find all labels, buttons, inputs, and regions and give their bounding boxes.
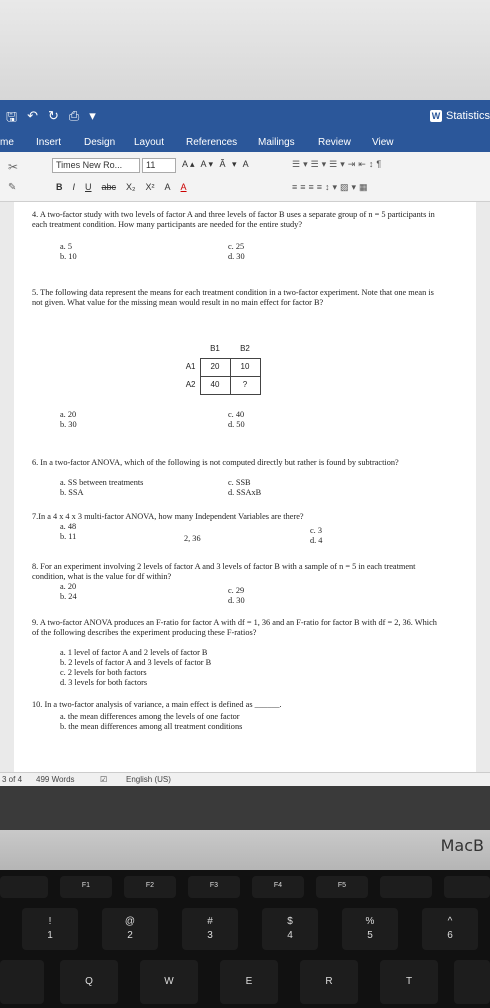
key-f7[interactable] (444, 876, 490, 898)
key-5[interactable] (342, 908, 398, 950)
ribbon-tabs (0, 134, 490, 152)
key-2-top: @ (124, 916, 136, 927)
row-header-a1: A1 (185, 362, 196, 371)
tab-home[interactable]: me (0, 137, 14, 148)
key-3-top: # (207, 916, 213, 927)
tab-references[interactable]: References (186, 137, 238, 148)
key-f2-label: F2 (145, 882, 155, 889)
q6-option-a: a. SS between treatments (60, 478, 144, 487)
key-e-label: E (245, 976, 253, 987)
page-count[interactable]: 3 of 4 (2, 775, 23, 784)
key-r-label: R (325, 976, 333, 987)
key-1-bottom: 1 (47, 930, 53, 941)
brand-label: MacB (440, 836, 484, 855)
bold-button[interactable]: B (56, 182, 63, 192)
cell-a2-b1: 40 (200, 376, 230, 394)
question-10: 10. In a two-factor analysis of variance, a main effect is defined as ______. (32, 700, 282, 709)
save-icon[interactable]: 🖫 (6, 109, 18, 124)
col-header-b1: B1 (210, 343, 220, 353)
q9-option-c: c. 2 levels for both factors (60, 668, 147, 677)
font-name-select[interactable]: Times New Ro... (52, 158, 140, 173)
font-color-button[interactable]: A (180, 182, 187, 192)
key-tab[interactable] (0, 960, 44, 1004)
key-t[interactable] (380, 960, 438, 1004)
key-f2[interactable] (124, 876, 176, 898)
key-3-bottom: 3 (207, 930, 213, 941)
word-count[interactable]: 499 Words (36, 775, 75, 784)
key-2[interactable] (102, 908, 158, 950)
cell-a2-b2: ? (230, 376, 260, 394)
q4-option-d: d. 30 (228, 252, 245, 261)
document-title: Statistics (445, 110, 490, 122)
question-7: 7.In a 4 x 4 x 3 multi-factor ANOVA, how many Independent Variables are there? (32, 512, 304, 521)
key-q[interactable] (60, 960, 118, 1004)
ribbon-home (0, 152, 490, 202)
key-f4[interactable] (252, 876, 304, 898)
q4-option-b: b. 10 (60, 252, 77, 261)
text-effects-button[interactable]: A (164, 182, 171, 192)
alignment-buttons[interactable]: ≡≡≡≡↕▾▨▾▦ (292, 182, 371, 192)
format-buttons (56, 182, 187, 192)
key-f3[interactable] (188, 876, 240, 898)
laptop-bezel-bottom (0, 830, 490, 870)
cell-a1-b2: 10 (230, 358, 260, 376)
q10-option-b: b. the mean differences among all treatment conditions (60, 722, 243, 731)
key-6-top: ^ (447, 916, 453, 927)
q5-option-c: c. 40 (228, 410, 245, 419)
italic-button[interactable]: I (72, 182, 76, 192)
laptop-bezel-top (0, 0, 490, 100)
q9-option-a: a. 1 level of factor A and 2 levels of factor B (60, 648, 208, 657)
key-r[interactable] (300, 960, 358, 1004)
q7-option-a: a. 48 (60, 522, 77, 531)
key-1-top: ! (48, 916, 52, 927)
q6-option-c: c. SSB (228, 478, 251, 487)
q10-option-a: a. the mean differences among the levels of one factor (60, 712, 240, 721)
means-table (170, 340, 261, 395)
proofing-icon[interactable]: ☑ (100, 775, 108, 784)
key-esc[interactable] (0, 876, 48, 898)
key-1[interactable] (22, 908, 78, 950)
customize-icon[interactable]: ▾ (89, 108, 96, 123)
status-bar (0, 772, 490, 786)
q8-option-a: a. 20 (60, 582, 77, 591)
q8-option-b: b. 24 (60, 592, 77, 601)
redo-icon[interactable]: ↻ (47, 108, 59, 123)
key-4-bottom: 4 (287, 930, 293, 941)
q7-option-d: d. 4 (310, 536, 323, 545)
q6-option-b: b. SSA (60, 488, 84, 497)
key-w[interactable] (140, 960, 198, 1004)
key-f1-label: F1 (81, 882, 91, 889)
key-f1[interactable] (60, 876, 112, 898)
key-y[interactable] (454, 960, 490, 1004)
key-t-label: T (405, 976, 413, 987)
key-q-label: Q (85, 976, 93, 987)
document-area (0, 202, 490, 772)
question-4: 4. A two-factor study with two levels of factor A and three levels of factor B uses a separate group of n = 5 participants in each treatment condition. How many participants are needed for the entire study? (32, 210, 435, 229)
screen-dark-region (0, 786, 490, 830)
key-f4-label: F4 (273, 882, 283, 889)
format-painter-icon[interactable]: ✎ (8, 182, 17, 193)
title-bar (0, 100, 490, 134)
quick-access-toolbar (6, 108, 96, 130)
key-4-top: $ (287, 916, 293, 927)
q7-stray-text: 2, 36 (184, 534, 201, 543)
key-f6[interactable] (380, 876, 432, 898)
row-header-a2: A2 (185, 380, 196, 389)
q8-option-d: d. 30 (228, 596, 245, 605)
subscript-button[interactable]: X₂ (126, 182, 136, 192)
print-icon[interactable]: ⎙ (68, 108, 80, 123)
q5-option-b: b. 30 (60, 420, 77, 429)
q7-option-c: c. 3 (310, 526, 322, 535)
q4-option-c: c. 25 (228, 242, 245, 251)
q9-option-d: d. 3 levels for both factors (60, 678, 148, 687)
key-4[interactable] (262, 908, 318, 950)
app-title (430, 110, 490, 122)
underline-button[interactable]: U (85, 182, 92, 192)
strikethrough-button[interactable]: abc (101, 182, 117, 192)
question-9: 9. A two-factor ANOVA produces an F-ratio for factor A with df = 1, 36 and an F-ratio for factor B with df = 2, 36. Which of the following describes the experiment producing these F-ratios? (32, 618, 437, 637)
tab-insert[interactable]: Insert (36, 137, 62, 148)
q9-option-b: b. 2 levels of factor A and 3 levels of factor B (60, 658, 212, 667)
tab-review[interactable]: Review (318, 137, 351, 148)
font-size-select[interactable]: 11 (142, 158, 176, 173)
q6-option-d: d. SSAxB (228, 488, 262, 497)
key-3[interactable] (182, 908, 238, 950)
tab-layout[interactable]: Layout (134, 137, 165, 148)
keyboard (0, 870, 490, 1008)
question-8: 8. For an experiment involving 2 levels of factor A and 3 levels of factor B with a sample of n = 5 in each treatment condition, what is the value for df within? (32, 562, 416, 581)
key-5-top: % (365, 916, 375, 927)
tab-view[interactable]: View (372, 137, 394, 148)
superscript-button[interactable]: X² (145, 182, 155, 192)
font-size-controls[interactable]: A▴ A▾ Ã ▾ A (182, 159, 251, 169)
key-5-bottom: 5 (367, 930, 373, 941)
key-6-bottom: 6 (447, 930, 453, 941)
cell-a1-b1: 20 (200, 358, 230, 376)
key-e[interactable] (220, 960, 278, 1004)
undo-icon[interactable]: ↶ (27, 108, 38, 123)
table-corner (170, 340, 200, 358)
q5-option-a: a. 20 (60, 410, 77, 419)
question-6: 6. In a two-factor ANOVA, which of the following is not computed directly but rather is found by subtraction? (32, 458, 399, 467)
q5-option-d: d. 50 (228, 420, 245, 429)
key-f5[interactable] (316, 876, 368, 898)
key-6[interactable] (422, 908, 478, 950)
word-logo-icon: W (431, 111, 441, 121)
cut-icon[interactable]: ✂ (8, 160, 19, 174)
language-indicator[interactable]: English (US) (126, 775, 171, 784)
q4-option-a: a. 5 (60, 242, 72, 251)
tab-mailings[interactable]: Mailings (258, 137, 295, 148)
key-f5-label: F5 (337, 882, 347, 889)
key-f3-label: F3 (209, 882, 219, 889)
key-2-bottom: 2 (127, 930, 133, 941)
col-header-b2: B2 (240, 343, 250, 353)
q8-option-c: c. 29 (228, 586, 245, 595)
screen (0, 100, 490, 830)
question-5: 5. The following data represent the means for each treatment condition in a two-factor experiment. Note that one mean is not given. What value for the missing mean would result in no main effect for factor B? (32, 288, 434, 307)
document-page[interactable] (14, 202, 476, 772)
tab-design[interactable]: Design (84, 137, 116, 148)
list-buttons[interactable]: ☰▾☰▾☰▾⇥⇤↕¶ (292, 159, 385, 169)
q7-option-b: b. 11 (60, 532, 77, 541)
key-w-label: W (164, 976, 174, 987)
